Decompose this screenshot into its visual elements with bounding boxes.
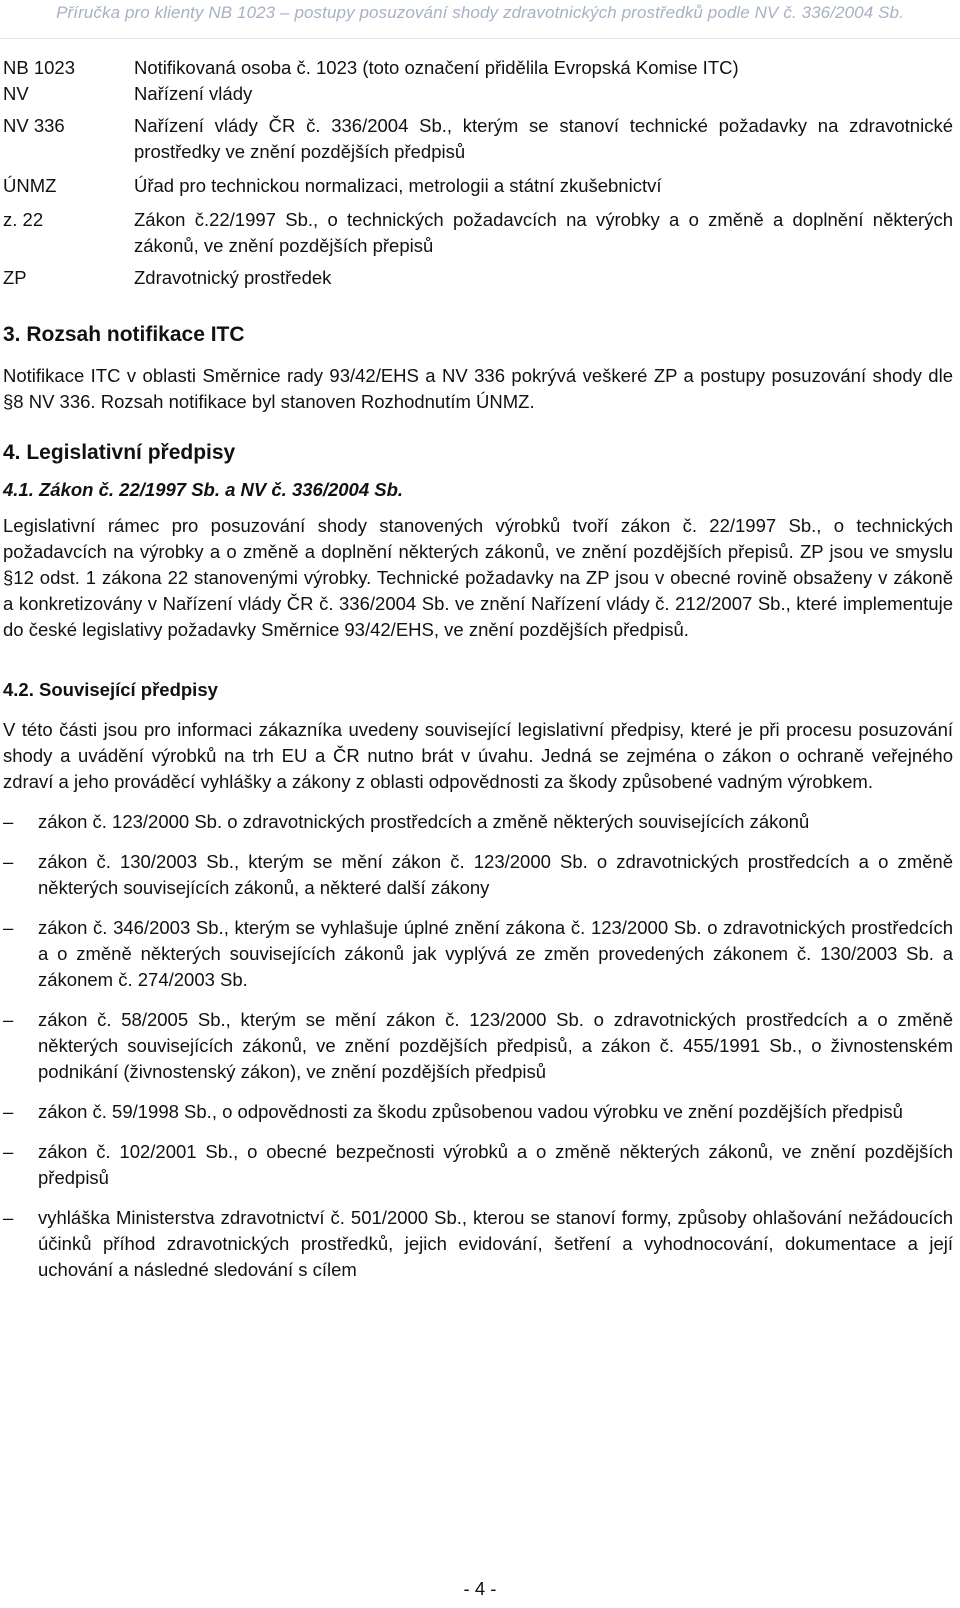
header-rule	[0, 38, 960, 39]
section-4-2-paragraph: V této části jsou pro informaci zákazníka uvedeny související legislativní předpisy, které je při procesu posuzování shody a uvádění výrobků na trh EU a ČR nutno brát v úvahu. Jedná se zejména o zákon o ochraně veřejného zdraví a jeho prováděcí vyhlášky a zákony z oblasti odpovědnosti za škody způsobené vadným výrobkem.	[3, 719, 953, 792]
list-item-text: zákon č. 346/2003 Sb., kterým se vyhlašuje úplné znění zákona č. 123/2000 Sb. o zdravotnických prostředcích a o změně některých souvisejících zákonů jak vyplývá ze změn provedených zákonem č. 130/2003 Sb. a zákonem č. 274/2003 Sb.	[38, 917, 953, 990]
abbreviation-row	[3, 113, 953, 165]
list-item-text: zákon č. 58/2005 Sb., kterým se mění zákon č. 123/2000 Sb. o zdravotnických prostředcích a o změně některých souvisejících zákonů, ve znění pozdějších předpisů, a zákon č. 455/1991 Sb., o živnostenském podnikání (živnostenský zákon), ve znění pozdějších předpisů	[38, 1009, 953, 1082]
section-4-heading: 4. Legislativní předpisy	[3, 441, 236, 464]
abbreviation-key: z. 22	[3, 209, 44, 230]
list-item-text: zákon č. 123/2000 Sb. o zdravotnických prostředcích a změně některých souvisejících zákonů	[38, 811, 810, 832]
abbreviation-row	[3, 81, 953, 107]
document-body	[3, 55, 953, 1297]
abbreviation-row	[3, 55, 953, 81]
list-item-text: zákon č. 102/2001 Sb., o obecné bezpečnosti výrobků a o změně některých zákonů, ve znění pozdějších předpisů	[38, 1141, 953, 1188]
abbreviation-key: NV 336	[3, 115, 65, 136]
list-item	[3, 1139, 953, 1191]
abbreviation-key: NV	[3, 83, 29, 104]
abbreviation-list	[3, 55, 953, 291]
section-4-1-paragraph: Legislativní rámec pro posuzování shody stanovených výrobků tvoří zákon č. 22/1997 Sb., o technických požadavcích na výrobky a o změně a doplnění některých zákonů, ve znění pozdějších přepisů. ZP jsou ve smyslu §12 odst. 1 zákona 22 stanovenými výrobky. Technické požadavky na ZP jsou v obecné rovině obsaženy v zákoně a konkretizovány v Nařízení vlády ČR č. 336/2004 Sb. ve znění Nařízení vlády č. 212/2007 Sb., které implementuje do české legislativy požadavky Směrnice 93/42/EHS, ve znění pozdějších předpisů.	[3, 515, 953, 640]
section-3-paragraph: Notifikace ITC v oblasti Směrnice rady 93/42/EHS a NV 336 pokrývá veškeré ZP a postupy posuzování shody dle §8 NV 336. Rozsah notifikace byl stanoven Rozhodnutím ÚNMZ.	[3, 365, 953, 412]
abbreviation-definition: Notifikovaná osoba č. 1023 (toto označení přidělila Evropská Komise ITC)	[134, 57, 739, 78]
section-4-1-heading: 4.1. Zákon č. 22/1997 Sb. a NV č. 336/2004 Sb.	[3, 479, 404, 500]
list-item	[3, 1099, 953, 1125]
abbreviation-row	[3, 265, 953, 291]
list-item-text: zákon č. 59/1998 Sb., o odpovědnosti za škodu způsobenou vadou výrobku ve znění pozdějších předpisů	[38, 1101, 903, 1122]
dash-marker: –	[3, 1101, 14, 1122]
abbreviation-definition: Nařízení vlády	[134, 83, 253, 104]
dash-marker: –	[3, 811, 14, 832]
page-number: - 4 -	[463, 1578, 497, 1599]
dash-marker: –	[3, 1009, 14, 1030]
list-item	[3, 849, 953, 901]
abbreviation-row	[3, 173, 953, 199]
list-item-text: vyhláška Ministerstva zdravotnictví č. 501/2000 Sb., kterou se stanoví formy, způsoby ohlašování nežádoucích účinků příhod zdravotnických prostředků, jejich evidování, šetření a vyhodnocování, dokumentace a její uchování a následné sledování s cílem	[38, 1207, 953, 1280]
list-item	[3, 809, 953, 835]
abbreviation-key: NB 1023	[3, 57, 75, 78]
running-header: Příručka pro klienty NB 1023 – postupy posuzování shody zdravotnických prostředků podle NV č. 336/2004 Sb.	[56, 3, 904, 22]
abbreviation-row	[3, 207, 953, 259]
list-item-text: zákon č. 130/2003 Sb., kterým se mění zákon č. 123/2000 Sb. o zdravotnických prostředcích a o změně některých souvisejících zákonů, a některé další zákony	[38, 851, 953, 898]
dash-marker: –	[3, 1141, 14, 1162]
dash-marker: –	[3, 1207, 14, 1228]
related-regulations-list	[3, 809, 953, 1283]
list-item	[3, 1007, 953, 1085]
list-item	[3, 915, 953, 993]
abbreviation-key: ZP	[3, 267, 27, 288]
section-3-heading: 3. Rozsah notifikace ITC	[3, 323, 245, 346]
dash-marker: –	[3, 851, 14, 872]
abbreviation-key: ÚNMZ	[3, 175, 57, 196]
abbreviation-definition: Zákon č.22/1997 Sb., o technických požadavcích na výrobky a o změně a doplnění některých zákonů, ve znění pozdějších přepisů	[134, 209, 953, 256]
section-4-2-heading: 4.2. Související předpisy	[3, 679, 218, 700]
abbreviation-definition: Úřad pro technickou normalizaci, metrologii a státní zkušebnictví	[134, 175, 662, 196]
abbreviation-definition: Nařízení vlády ČR č. 336/2004 Sb., kterým se stanoví technické požadavky na zdravotnické prostředky ve znění pozdějších předpisů	[134, 115, 953, 162]
abbreviation-definition: Zdravotnický prostředek	[134, 267, 332, 288]
list-item	[3, 1205, 953, 1283]
dash-marker: –	[3, 917, 14, 938]
